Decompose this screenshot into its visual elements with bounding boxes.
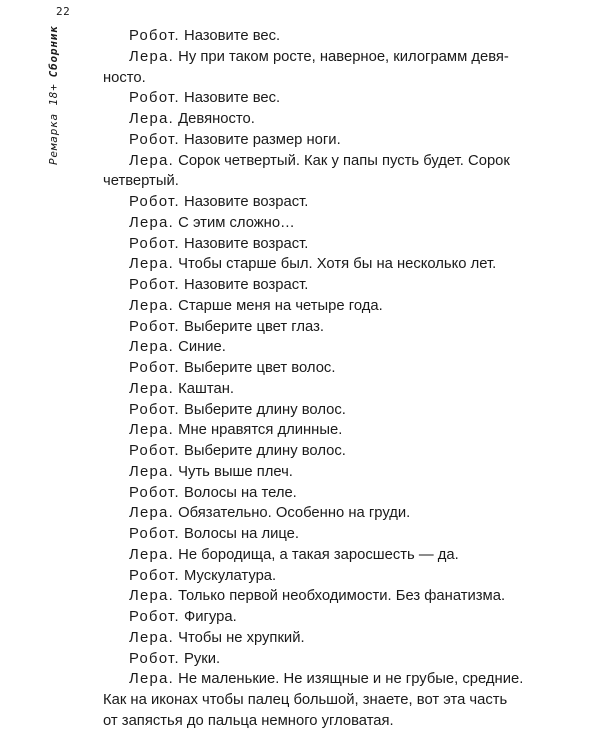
speaker-name: Робот. — [129, 401, 180, 418]
speaker-name: Лера. — [129, 256, 175, 273]
line-text: Не бородища, а такая заросшесть — да. — [178, 546, 459, 563]
line-text: Ну при таком росте, наверное, килограмм девя- — [178, 48, 509, 65]
speaker-name: Лера. — [129, 546, 175, 563]
line-text: Как на иконах чтобы палец большой, знаете, вот эта часть — [103, 692, 508, 708]
dialogue-line — [103, 88, 541, 109]
speaker-name: Лера. — [129, 111, 175, 127]
speaker-name: Лера. — [129, 297, 175, 314]
line-text: Мне нравятся длинные. — [178, 422, 343, 439]
header-title: Ремарка 18+ — [47, 83, 60, 165]
running-header — [47, 25, 60, 165]
line-text: Фигура. — [184, 609, 237, 625]
speaker-name: Робот. — [129, 28, 180, 44]
dialogue-line — [103, 690, 541, 711]
line-text: Назовите вес. — [184, 90, 281, 107]
dialogue-line — [103, 607, 541, 628]
speaker-name: Лера. — [129, 422, 175, 439]
line-text: Старше меня на четыре года. — [178, 297, 383, 314]
dialogue-line — [103, 566, 541, 587]
dialogue-line — [103, 254, 541, 275]
line-text: Мускулатура. — [184, 567, 277, 584]
speaker-name: Робот. — [129, 318, 180, 335]
dialogue-line — [103, 503, 541, 524]
speaker-name: Робот. — [129, 360, 180, 376]
line-text: Назовите возраст. — [184, 277, 309, 293]
dialogue-line — [103, 669, 541, 690]
line-text: С этим сложно… — [178, 214, 295, 231]
dialogue-line — [103, 213, 541, 234]
speaker-name: Лера. — [129, 629, 175, 646]
speaker-name: Робот. — [129, 131, 180, 148]
line-text: Назовите размер ноги. — [184, 131, 341, 148]
dialogue-line — [103, 420, 541, 441]
dialogue-line — [103, 586, 541, 607]
speaker-name: Робот. — [129, 90, 180, 107]
dialogue-line — [103, 524, 541, 545]
line-text: Волосы на лице. — [184, 526, 300, 542]
line-text: Волосы на теле. — [184, 484, 297, 501]
dialogue-text — [103, 26, 541, 732]
line-text: от запястья до пальца немного угловатая. — [103, 712, 394, 729]
dialogue-line — [103, 234, 541, 255]
header-series: Сборник — [47, 25, 60, 78]
dialogue-line — [103, 47, 541, 68]
speaker-name: Лера. — [129, 214, 175, 231]
line-text: Девяносто. — [178, 111, 255, 127]
dialogue-line — [103, 462, 541, 483]
dialogue-line — [103, 545, 541, 566]
dialogue-line — [103, 151, 541, 172]
speaker-name: Робот. — [129, 235, 180, 252]
dialogue-line — [103, 26, 541, 47]
dialogue-line — [103, 711, 541, 732]
page-number: 22 — [56, 5, 71, 18]
dialogue-line — [103, 400, 541, 421]
line-text: Чтобы не хрупкий. — [178, 629, 305, 646]
dialogue-line — [103, 483, 541, 504]
dialogue-line — [103, 296, 541, 317]
dialogue-line — [103, 649, 541, 670]
line-text: Назовите возраст. — [184, 194, 309, 210]
speaker-name: Лера. — [129, 505, 175, 522]
line-text: Синие. — [178, 339, 226, 356]
line-text: Назовите возраст. — [184, 235, 309, 252]
line-text: Выберите цвет волос. — [184, 360, 336, 376]
dialogue-line — [103, 441, 541, 462]
line-text: Не маленькие. Не изящные и не грубые, средние. — [178, 671, 524, 688]
dialogue-line — [103, 628, 541, 649]
dialogue-line — [103, 275, 541, 296]
line-text: Обязательно. Особенно на груди. — [178, 505, 411, 522]
line-text: Чтобы старше был. Хотя бы на несколько лет. — [178, 256, 497, 273]
line-text: четвертый. — [103, 173, 179, 190]
speaker-name: Лера. — [129, 463, 175, 480]
dialogue-line — [103, 171, 541, 192]
speaker-name: Лера. — [129, 339, 175, 356]
speaker-name: Лера. — [129, 48, 175, 65]
speaker-name: Лера. — [129, 588, 175, 605]
line-text: Только первой необходимости. Без фанатизма. — [178, 588, 506, 605]
speaker-name: Робот. — [129, 484, 180, 501]
speaker-name: Робот. — [129, 443, 180, 459]
line-text: Сорок четвертый. Как у папы пусть будет. Сорок — [178, 152, 510, 169]
line-text: Чуть выше плеч. — [178, 463, 293, 480]
speaker-name: Робот. — [129, 194, 180, 210]
dialogue-line — [103, 109, 541, 130]
speaker-name: Лера. — [129, 671, 175, 688]
speaker-name: Робот. — [129, 609, 180, 625]
dialogue-line — [103, 337, 541, 358]
dialogue-line — [103, 68, 541, 89]
dialogue-line — [103, 358, 541, 379]
line-text: носто. — [103, 69, 146, 86]
line-text: Назовите вес. — [184, 28, 281, 44]
dialogue-line — [103, 192, 541, 213]
speaker-name: Робот. — [129, 567, 180, 584]
speaker-name: Робот. — [129, 650, 180, 667]
dialogue-line — [103, 317, 541, 338]
line-text: Выберите цвет глаз. — [184, 318, 324, 335]
dialogue-line — [103, 379, 541, 400]
dialogue-line — [103, 130, 541, 151]
line-text: Выберите длину волос. — [184, 443, 346, 459]
line-text: Руки. — [184, 650, 221, 667]
line-text: Каштан. — [178, 380, 234, 397]
line-text: Выберите длину волос. — [184, 401, 346, 418]
speaker-name: Робот. — [129, 277, 180, 293]
speaker-name: Робот. — [129, 526, 180, 542]
speaker-name: Лера. — [129, 380, 175, 397]
speaker-name: Лера. — [129, 152, 175, 169]
